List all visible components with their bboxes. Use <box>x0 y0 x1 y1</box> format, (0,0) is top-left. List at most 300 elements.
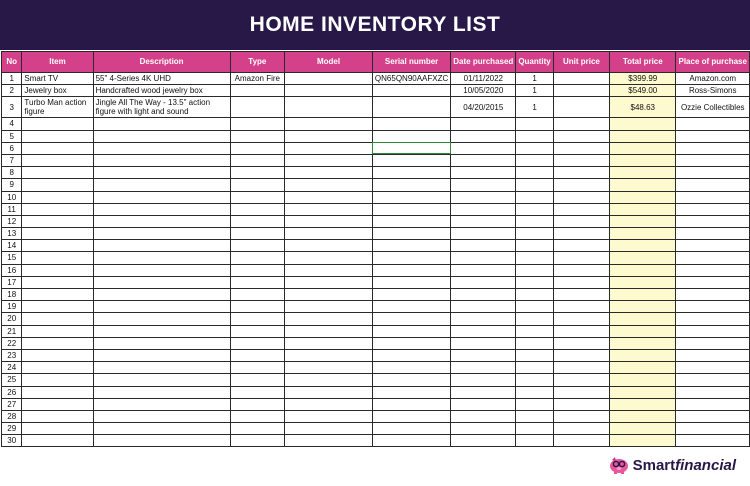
cell-serial-number[interactable] <box>372 423 450 435</box>
cell-unit-price[interactable] <box>553 97 609 118</box>
cell-description[interactable]: Jingle All The Way - 13.5" action figure with light and sound <box>93 97 230 118</box>
column-header-total-price[interactable]: Total price <box>610 52 676 73</box>
cell-total-price[interactable] <box>610 435 676 447</box>
cell-place-of-purchase[interactable] <box>676 191 750 203</box>
cell-no[interactable]: 30 <box>2 435 22 447</box>
cell-serial-number[interactable] <box>372 374 450 386</box>
cell-type[interactable] <box>230 362 285 374</box>
cell-model[interactable] <box>285 374 373 386</box>
cell-unit-price[interactable] <box>553 349 609 361</box>
cell-unit-price[interactable] <box>553 179 609 191</box>
cell-type[interactable] <box>230 240 285 252</box>
cell-serial-number[interactable] <box>372 154 450 166</box>
cell-place-of-purchase[interactable] <box>676 289 750 301</box>
cell-description[interactable] <box>93 203 230 215</box>
cell-date-purchased[interactable] <box>451 410 516 422</box>
cell-serial-number[interactable] <box>372 142 450 154</box>
cell-description[interactable] <box>93 374 230 386</box>
cell-date-purchased[interactable] <box>451 386 516 398</box>
cell-total-price[interactable] <box>610 337 676 349</box>
cell-date-purchased[interactable] <box>451 435 516 447</box>
cell-date-purchased[interactable] <box>451 313 516 325</box>
cell-model[interactable] <box>285 252 373 264</box>
cell-model[interactable] <box>285 130 373 142</box>
column-header-item[interactable]: Item <box>22 52 93 73</box>
cell-model[interactable] <box>285 179 373 191</box>
cell-total-price[interactable] <box>610 410 676 422</box>
cell-no[interactable]: 5 <box>2 130 22 142</box>
cell-date-purchased[interactable] <box>451 240 516 252</box>
cell-unit-price[interactable] <box>553 435 609 447</box>
cell-date-purchased[interactable]: 04/20/2015 <box>451 97 516 118</box>
cell-date-purchased[interactable] <box>451 130 516 142</box>
cell-item[interactable] <box>22 142 93 154</box>
cell-no[interactable]: 4 <box>2 118 22 130</box>
cell-no[interactable]: 19 <box>2 301 22 313</box>
cell-date-purchased[interactable] <box>451 179 516 191</box>
cell-description[interactable] <box>93 215 230 227</box>
cell-type[interactable] <box>230 410 285 422</box>
cell-serial-number[interactable] <box>372 410 450 422</box>
cell-serial-number[interactable] <box>372 118 450 130</box>
cell-type[interactable] <box>230 252 285 264</box>
cell-place-of-purchase[interactable] <box>676 362 750 374</box>
cell-unit-price[interactable] <box>553 313 609 325</box>
cell-quantity[interactable]: 1 <box>516 73 553 85</box>
cell-place-of-purchase[interactable] <box>676 398 750 410</box>
cell-total-price[interactable] <box>610 374 676 386</box>
cell-unit-price[interactable] <box>553 337 609 349</box>
cell-quantity[interactable] <box>516 325 553 337</box>
cell-item[interactable] <box>22 386 93 398</box>
cell-type[interactable] <box>230 301 285 313</box>
cell-quantity[interactable] <box>516 130 553 142</box>
cell-model[interactable] <box>285 73 373 85</box>
cell-no[interactable]: 18 <box>2 289 22 301</box>
cell-no[interactable]: 10 <box>2 191 22 203</box>
cell-type[interactable] <box>230 97 285 118</box>
cell-place-of-purchase[interactable] <box>676 264 750 276</box>
cell-no[interactable]: 15 <box>2 252 22 264</box>
cell-total-price[interactable]: $48.63 <box>610 97 676 118</box>
cell-quantity[interactable]: 1 <box>516 97 553 118</box>
cell-quantity[interactable] <box>516 362 553 374</box>
cell-date-purchased[interactable] <box>451 398 516 410</box>
cell-item[interactable] <box>22 154 93 166</box>
cell-place-of-purchase[interactable] <box>676 118 750 130</box>
cell-date-purchased[interactable]: 01/11/2022 <box>451 73 516 85</box>
cell-quantity[interactable] <box>516 289 553 301</box>
cell-type[interactable] <box>230 154 285 166</box>
cell-item[interactable] <box>22 179 93 191</box>
cell-description[interactable] <box>93 410 230 422</box>
cell-no[interactable]: 11 <box>2 203 22 215</box>
cell-quantity[interactable] <box>516 215 553 227</box>
cell-no[interactable]: 1 <box>2 73 22 85</box>
cell-item[interactable] <box>22 325 93 337</box>
cell-description[interactable] <box>93 167 230 179</box>
cell-item[interactable] <box>22 215 93 227</box>
cell-type[interactable] <box>230 276 285 288</box>
cell-model[interactable] <box>285 337 373 349</box>
cell-type[interactable] <box>230 167 285 179</box>
cell-type[interactable] <box>230 85 285 97</box>
cell-item[interactable]: Turbo Man action figure <box>22 97 93 118</box>
cell-type[interactable] <box>230 118 285 130</box>
column-header-description[interactable]: Description <box>93 52 230 73</box>
cell-total-price[interactable]: $399.99 <box>610 73 676 85</box>
cell-date-purchased[interactable] <box>451 374 516 386</box>
cell-place-of-purchase[interactable] <box>676 215 750 227</box>
cell-quantity[interactable] <box>516 313 553 325</box>
cell-item[interactable] <box>22 130 93 142</box>
cell-model[interactable] <box>285 97 373 118</box>
cell-date-purchased[interactable]: 10/05/2020 <box>451 85 516 97</box>
cell-no[interactable]: 2 <box>2 85 22 97</box>
cell-total-price[interactable] <box>610 325 676 337</box>
cell-date-purchased[interactable] <box>451 362 516 374</box>
cell-description[interactable] <box>93 179 230 191</box>
cell-total-price[interactable] <box>610 398 676 410</box>
cell-unit-price[interactable] <box>553 289 609 301</box>
cell-unit-price[interactable] <box>553 240 609 252</box>
cell-item[interactable] <box>22 435 93 447</box>
cell-unit-price[interactable] <box>553 73 609 85</box>
cell-unit-price[interactable] <box>553 228 609 240</box>
cell-no[interactable]: 17 <box>2 276 22 288</box>
cell-item[interactable] <box>22 398 93 410</box>
cell-total-price[interactable] <box>610 130 676 142</box>
cell-no[interactable]: 13 <box>2 228 22 240</box>
cell-model[interactable] <box>285 154 373 166</box>
cell-place-of-purchase[interactable] <box>676 228 750 240</box>
cell-total-price[interactable] <box>610 240 676 252</box>
cell-description[interactable] <box>93 337 230 349</box>
cell-unit-price[interactable] <box>553 118 609 130</box>
cell-item[interactable] <box>22 313 93 325</box>
cell-quantity[interactable] <box>516 276 553 288</box>
cell-model[interactable] <box>285 85 373 97</box>
cell-date-purchased[interactable] <box>451 276 516 288</box>
cell-total-price[interactable] <box>610 179 676 191</box>
cell-model[interactable] <box>285 362 373 374</box>
cell-place-of-purchase[interactable] <box>676 435 750 447</box>
cell-unit-price[interactable] <box>553 398 609 410</box>
cell-unit-price[interactable] <box>553 374 609 386</box>
column-header-type[interactable]: Type <box>230 52 285 73</box>
cell-total-price[interactable]: $549.00 <box>610 85 676 97</box>
cell-no[interactable]: 14 <box>2 240 22 252</box>
cell-serial-number[interactable] <box>372 398 450 410</box>
cell-description[interactable] <box>93 301 230 313</box>
cell-quantity[interactable] <box>516 374 553 386</box>
cell-type[interactable] <box>230 435 285 447</box>
cell-no[interactable]: 21 <box>2 325 22 337</box>
cell-date-purchased[interactable] <box>451 264 516 276</box>
cell-description[interactable] <box>93 423 230 435</box>
column-header-quantity[interactable]: Quantity <box>516 52 553 73</box>
cell-model[interactable] <box>285 410 373 422</box>
cell-quantity[interactable] <box>516 337 553 349</box>
cell-quantity[interactable] <box>516 118 553 130</box>
cell-serial-number[interactable] <box>372 179 450 191</box>
cell-unit-price[interactable] <box>553 85 609 97</box>
cell-unit-price[interactable] <box>553 423 609 435</box>
cell-unit-price[interactable] <box>553 362 609 374</box>
cell-quantity[interactable] <box>516 167 553 179</box>
cell-item[interactable] <box>22 301 93 313</box>
cell-serial-number[interactable] <box>372 276 450 288</box>
cell-total-price[interactable] <box>610 423 676 435</box>
cell-total-price[interactable] <box>610 167 676 179</box>
cell-model[interactable] <box>285 167 373 179</box>
cell-description[interactable] <box>93 154 230 166</box>
cell-item[interactable] <box>22 337 93 349</box>
cell-date-purchased[interactable] <box>451 118 516 130</box>
cell-item[interactable]: Smart TV <box>22 73 93 85</box>
cell-description[interactable] <box>93 118 230 130</box>
cell-type[interactable] <box>230 423 285 435</box>
cell-description[interactable] <box>93 362 230 374</box>
cell-description[interactable] <box>93 386 230 398</box>
cell-date-purchased[interactable] <box>451 203 516 215</box>
cell-place-of-purchase[interactable] <box>676 167 750 179</box>
cell-description[interactable] <box>93 325 230 337</box>
cell-place-of-purchase[interactable] <box>676 386 750 398</box>
cell-description[interactable] <box>93 289 230 301</box>
cell-description[interactable] <box>93 264 230 276</box>
cell-type[interactable] <box>230 130 285 142</box>
cell-quantity[interactable] <box>516 386 553 398</box>
cell-quantity[interactable] <box>516 240 553 252</box>
cell-unit-price[interactable] <box>553 167 609 179</box>
cell-description[interactable] <box>93 142 230 154</box>
cell-quantity[interactable] <box>516 228 553 240</box>
cell-model[interactable] <box>285 435 373 447</box>
cell-type[interactable] <box>230 179 285 191</box>
cell-unit-price[interactable] <box>553 142 609 154</box>
cell-unit-price[interactable] <box>553 154 609 166</box>
cell-date-purchased[interactable] <box>451 423 516 435</box>
cell-description[interactable] <box>93 252 230 264</box>
cell-serial-number[interactable] <box>372 313 450 325</box>
cell-type[interactable] <box>230 191 285 203</box>
cell-type[interactable] <box>230 203 285 215</box>
cell-description[interactable] <box>93 349 230 361</box>
cell-no[interactable]: 25 <box>2 374 22 386</box>
cell-no[interactable]: 27 <box>2 398 22 410</box>
cell-no[interactable]: 12 <box>2 215 22 227</box>
cell-item[interactable] <box>22 289 93 301</box>
cell-description[interactable] <box>93 228 230 240</box>
cell-quantity[interactable] <box>516 191 553 203</box>
cell-serial-number[interactable] <box>372 203 450 215</box>
cell-serial-number[interactable] <box>372 85 450 97</box>
cell-serial-number[interactable] <box>372 349 450 361</box>
cell-date-purchased[interactable] <box>451 337 516 349</box>
cell-place-of-purchase[interactable] <box>676 325 750 337</box>
cell-serial-number[interactable] <box>372 252 450 264</box>
cell-description[interactable] <box>93 130 230 142</box>
cell-total-price[interactable] <box>610 252 676 264</box>
cell-item[interactable] <box>22 203 93 215</box>
cell-date-purchased[interactable] <box>451 325 516 337</box>
cell-quantity[interactable] <box>516 154 553 166</box>
cell-total-price[interactable] <box>610 301 676 313</box>
cell-place-of-purchase[interactable]: Ozzie Collectibles <box>676 97 750 118</box>
cell-type[interactable] <box>230 349 285 361</box>
cell-serial-number[interactable] <box>372 362 450 374</box>
cell-total-price[interactable] <box>610 142 676 154</box>
cell-total-price[interactable] <box>610 362 676 374</box>
column-header-date-purchased[interactable]: Date purchased <box>451 52 516 73</box>
cell-description[interactable] <box>93 313 230 325</box>
cell-total-price[interactable] <box>610 191 676 203</box>
cell-type[interactable] <box>230 386 285 398</box>
cell-unit-price[interactable] <box>553 215 609 227</box>
cell-no[interactable]: 16 <box>2 264 22 276</box>
cell-model[interactable] <box>285 118 373 130</box>
cell-model[interactable] <box>285 349 373 361</box>
cell-place-of-purchase[interactable] <box>676 203 750 215</box>
cell-description[interactable] <box>93 276 230 288</box>
cell-item[interactable] <box>22 374 93 386</box>
cell-model[interactable] <box>285 215 373 227</box>
cell-no[interactable]: 6 <box>2 142 22 154</box>
cell-description[interactable]: 55" 4-Series 4K UHD <box>93 73 230 85</box>
cell-model[interactable] <box>285 301 373 313</box>
cell-model[interactable] <box>285 203 373 215</box>
cell-quantity[interactable] <box>516 435 553 447</box>
cell-total-price[interactable] <box>610 228 676 240</box>
cell-quantity[interactable] <box>516 410 553 422</box>
cell-item[interactable] <box>22 191 93 203</box>
cell-description[interactable] <box>93 191 230 203</box>
cell-item[interactable] <box>22 252 93 264</box>
cell-quantity[interactable] <box>516 179 553 191</box>
cell-model[interactable] <box>285 289 373 301</box>
cell-place-of-purchase[interactable]: Ross-Simons <box>676 85 750 97</box>
cell-unit-price[interactable] <box>553 325 609 337</box>
cell-item[interactable] <box>22 240 93 252</box>
cell-serial-number[interactable] <box>372 228 450 240</box>
cell-date-purchased[interactable] <box>451 215 516 227</box>
cell-item[interactable] <box>22 118 93 130</box>
cell-serial-number[interactable] <box>372 386 450 398</box>
cell-place-of-purchase[interactable] <box>676 313 750 325</box>
cell-no[interactable]: 7 <box>2 154 22 166</box>
cell-unit-price[interactable] <box>553 203 609 215</box>
cell-serial-number[interactable]: QN65QN90AAFXZC <box>372 73 450 85</box>
cell-quantity[interactable] <box>516 301 553 313</box>
cell-item[interactable] <box>22 276 93 288</box>
cell-place-of-purchase[interactable] <box>676 423 750 435</box>
cell-type[interactable] <box>230 142 285 154</box>
cell-description[interactable] <box>93 398 230 410</box>
cell-no[interactable]: 23 <box>2 349 22 361</box>
cell-place-of-purchase[interactable] <box>676 349 750 361</box>
cell-item[interactable] <box>22 228 93 240</box>
cell-total-price[interactable] <box>610 118 676 130</box>
cell-quantity[interactable] <box>516 252 553 264</box>
cell-model[interactable] <box>285 398 373 410</box>
cell-quantity[interactable] <box>516 142 553 154</box>
cell-type[interactable] <box>230 289 285 301</box>
column-header-model[interactable]: Model <box>285 52 373 73</box>
cell-unit-price[interactable] <box>553 191 609 203</box>
cell-place-of-purchase[interactable] <box>676 240 750 252</box>
cell-date-purchased[interactable] <box>451 142 516 154</box>
cell-total-price[interactable] <box>610 203 676 215</box>
column-header-serial-number[interactable]: Serial number <box>372 52 450 73</box>
cell-total-price[interactable] <box>610 154 676 166</box>
cell-type[interactable] <box>230 313 285 325</box>
cell-model[interactable] <box>285 423 373 435</box>
cell-type[interactable] <box>230 325 285 337</box>
cell-place-of-purchase[interactable] <box>676 374 750 386</box>
cell-place-of-purchase[interactable] <box>676 410 750 422</box>
cell-model[interactable] <box>285 228 373 240</box>
cell-date-purchased[interactable] <box>451 301 516 313</box>
cell-place-of-purchase[interactable] <box>676 154 750 166</box>
cell-description[interactable]: Handcrafted wood jewelry box <box>93 85 230 97</box>
cell-serial-number[interactable] <box>372 167 450 179</box>
cell-place-of-purchase[interactable]: Amazon.com <box>676 73 750 85</box>
cell-place-of-purchase[interactable] <box>676 301 750 313</box>
cell-model[interactable] <box>285 276 373 288</box>
cell-total-price[interactable] <box>610 215 676 227</box>
cell-place-of-purchase[interactable] <box>676 276 750 288</box>
cell-item[interactable] <box>22 362 93 374</box>
cell-place-of-purchase[interactable] <box>676 130 750 142</box>
cell-quantity[interactable] <box>516 349 553 361</box>
cell-unit-price[interactable] <box>553 410 609 422</box>
cell-quantity[interactable] <box>516 264 553 276</box>
cell-serial-number[interactable] <box>372 97 450 118</box>
cell-item[interactable]: Jewelry box <box>22 85 93 97</box>
column-header-place-of-purchase[interactable]: Place of purchase <box>676 52 750 73</box>
cell-serial-number[interactable] <box>372 325 450 337</box>
cell-item[interactable] <box>22 423 93 435</box>
cell-model[interactable] <box>285 142 373 154</box>
cell-unit-price[interactable] <box>553 130 609 142</box>
cell-quantity[interactable] <box>516 203 553 215</box>
cell-date-purchased[interactable] <box>451 228 516 240</box>
cell-unit-price[interactable] <box>553 276 609 288</box>
cell-item[interactable] <box>22 349 93 361</box>
cell-no[interactable]: 26 <box>2 386 22 398</box>
cell-type[interactable] <box>230 398 285 410</box>
cell-model[interactable] <box>285 313 373 325</box>
cell-date-purchased[interactable] <box>451 154 516 166</box>
cell-model[interactable] <box>285 386 373 398</box>
cell-serial-number[interactable] <box>372 240 450 252</box>
cell-serial-number[interactable] <box>372 191 450 203</box>
cell-unit-price[interactable] <box>553 301 609 313</box>
cell-serial-number[interactable] <box>372 301 450 313</box>
cell-item[interactable] <box>22 264 93 276</box>
cell-total-price[interactable] <box>610 349 676 361</box>
cell-date-purchased[interactable] <box>451 252 516 264</box>
cell-unit-price[interactable] <box>553 252 609 264</box>
cell-serial-number[interactable] <box>372 435 450 447</box>
cell-type[interactable] <box>230 374 285 386</box>
cell-item[interactable] <box>22 410 93 422</box>
cell-no[interactable]: 24 <box>2 362 22 374</box>
column-header-no[interactable]: No <box>2 52 22 73</box>
cell-description[interactable] <box>93 435 230 447</box>
cell-no[interactable]: 3 <box>2 97 22 118</box>
